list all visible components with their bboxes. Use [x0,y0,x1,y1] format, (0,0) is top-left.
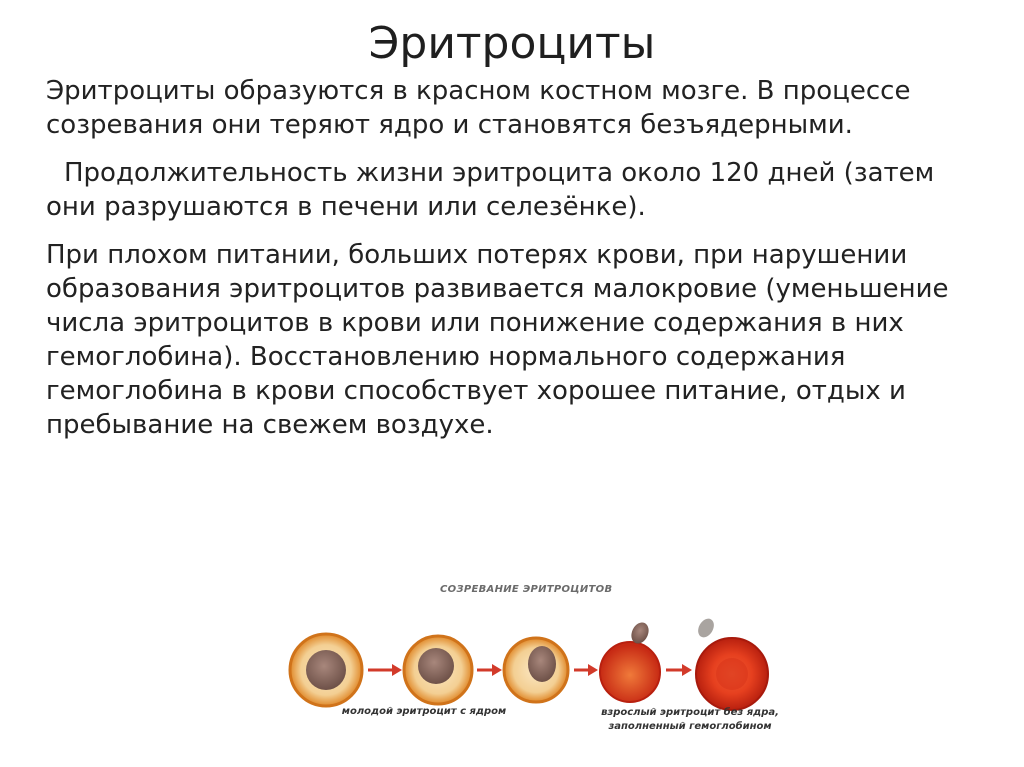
arrow-2 [477,664,502,676]
figure-caption: СОЗРЕВАНИЕ ЭРИТРОЦИТОВ [440,584,613,595]
slide-body [46,74,986,456]
label-young-cell: молодой эритроцит с ядром [341,706,507,717]
cell-mature [695,616,768,710]
arrow-1 [368,664,402,676]
arrow-3 [574,664,598,676]
cell-maturing [504,638,568,702]
arrow-4 [666,664,692,676]
cell-nucleus-leaving [600,620,660,702]
erythrocyte-maturation-figure [280,578,800,748]
label-adult-cell [580,706,800,734]
label-adult-line1: взрослый эритроцит без ядра, [601,707,779,718]
paragraph-lifespan: Продолжительность жизни эритроцита около 120 дней (затем они разрушаются в печени или селезёнке). [46,158,935,222]
paragraph-formation: Эритроциты образуются в красном костном мозге. В процессе созревания они теряют ядро и становятся безъядерными. [46,76,911,140]
cell-young-1 [290,634,362,706]
cell-young-2 [404,636,472,704]
label-adult-line2: заполненный гемоглобином [608,721,772,732]
slide-title: Эритроциты [368,18,656,69]
paragraph-anemia: При плохом питании, больших потерях крови, при нарушении образования эритроцитов развивается малокровие (уменьшение числа эритроцитов в крови или понижение содержания в них гемоглобина). Восстановлению нормального содержания гемоглобина в крови способствует хорошее питание, отдых и пребывание на свежем воздухе. [46,240,949,440]
